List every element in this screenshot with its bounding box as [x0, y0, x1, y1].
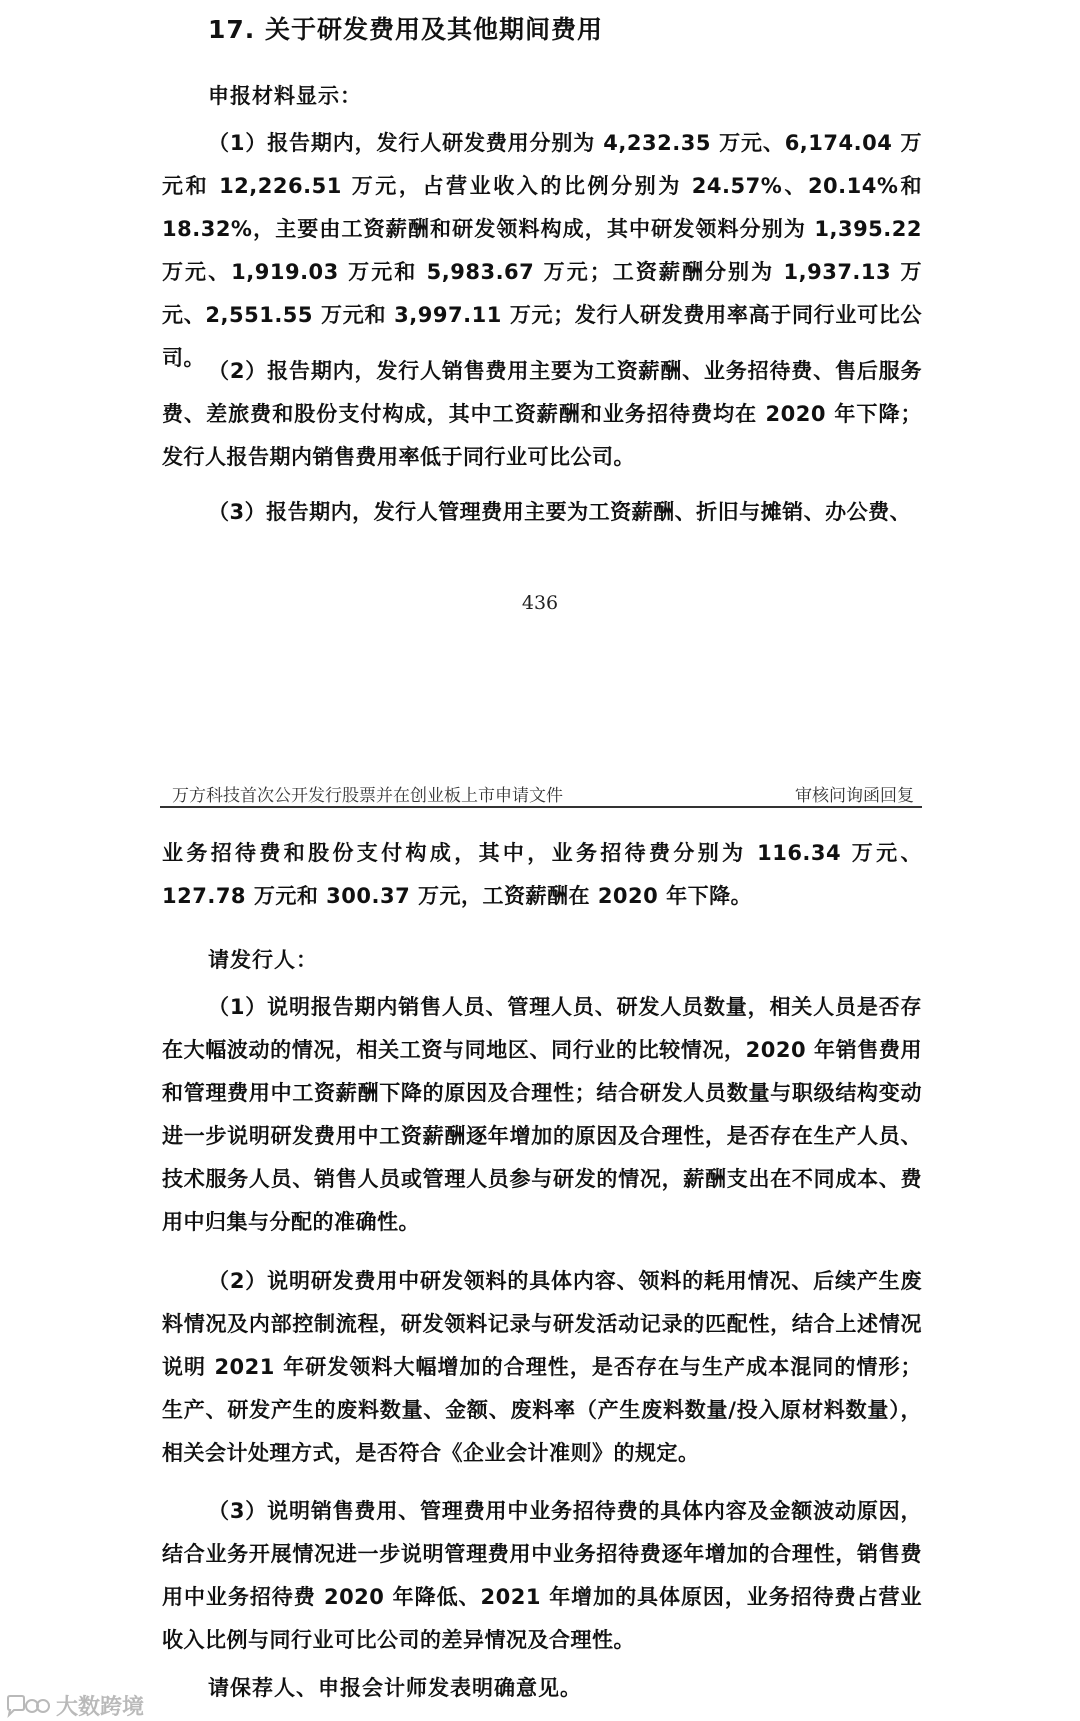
request-item-2: （2）说明研发费用中研发领料的具体内容、领料的耗用情况、后续产生废料情况及内部控制流程，研发领料记录与研发活动记录的匹配性，结合上述情况说明 2021 年研发领料大幅增加的合理性，是否存在与生产成本混同的情形；生产、研发产生的废料数量、金额、废料率（产生废料数量/投入原材料数量），相关会计处理方式，是否符合《企业会计准则》的规定。 — [162, 1269, 922, 1465]
header-divider — [160, 806, 922, 808]
paragraph-admin-expenses: （3）报告期内，发行人管理费用主要为工资薪酬、折旧与摊销、办公费、 — [208, 500, 912, 524]
chat-bubble-logo-icon — [4, 1694, 50, 1718]
paragraph-sales-expenses: （2）报告期内，发行人销售费用主要为工资薪酬、业务招待费、售后服务费、差旅费和股份支付构成，其中工资薪酬和业务招待费均在 2020 年下降；发行人报告期内销售费用率低于同行业可比公司。 — [162, 359, 922, 469]
running-header-doc-type: 审核问询函回复 — [795, 786, 914, 806]
watermark-text: 大数跨境 — [56, 1695, 145, 1720]
continuation-paragraph: 业务招待费和股份支付构成，其中，业务招待费分别为 116.34 万元、127.78 万元和 300.37 万元，工资薪酬在 2020 年下降。 — [162, 841, 922, 908]
request-item-3: （3）说明销售费用、管理费用中业务招待费的具体内容及金额波动原因，结合业务开展情况进一步说明管理费用中业务招待费逐年增加的合理性，销售费用中业务招待费 2020 年降低、2021 年增加的具体原因，业务招待费占营业收入比例与同行业可比公司的差异情况及合理性。 — [162, 1499, 922, 1652]
section-title: 17. 关于研发费用及其他期间费用 — [208, 15, 603, 44]
paragraph-rd-expenses: （1）报告期内，发行人研发费用分别为 4,232.35 万元、6,174.04 万元和 12,226.51 万元，占营业收入的比例分别为 24.57%、20.14%和 18.32%，主要由工资薪酬和研发领料构成，其中研发领料分别为 1,395.22 万元、1,919.03 万元和 5,983.67 万元；工资薪酬分别为 1,937.13 万元、2,551.55 万元和 3,997.11 万元；发行人研发费用率高于同行业可比公司。 — [162, 131, 922, 370]
watermark — [4, 1690, 144, 1721]
request-label: 请发行人： — [208, 948, 318, 972]
running-header-title: 万方科技首次公开发行股票并在创业板上市申请文件 — [172, 786, 563, 806]
closing-sentence: 请保荐人、申报会计师发表明确意见。 — [208, 1676, 582, 1700]
request-item-1: （1）说明报告期内销售人员、管理人员、研发人员数量，相关人员是否存在大幅波动的情况，相关工资与同地区、同行业的比较情况，2020 年销售费用和管理费用中工资薪酬下降的原因及合理性；结合研发人员数量与职级结构变动进一步说明研发费用中工资薪酬逐年增加的原因及合理性，是否存在生产人员、技术服务人员、销售人员或管理人员参与研发的情况，薪酬支出在不同成本、费用中归集与分配的准确性。 — [162, 995, 922, 1234]
page-number: 436 — [521, 592, 559, 614]
intro-label: 申报材料显示： — [208, 84, 362, 108]
